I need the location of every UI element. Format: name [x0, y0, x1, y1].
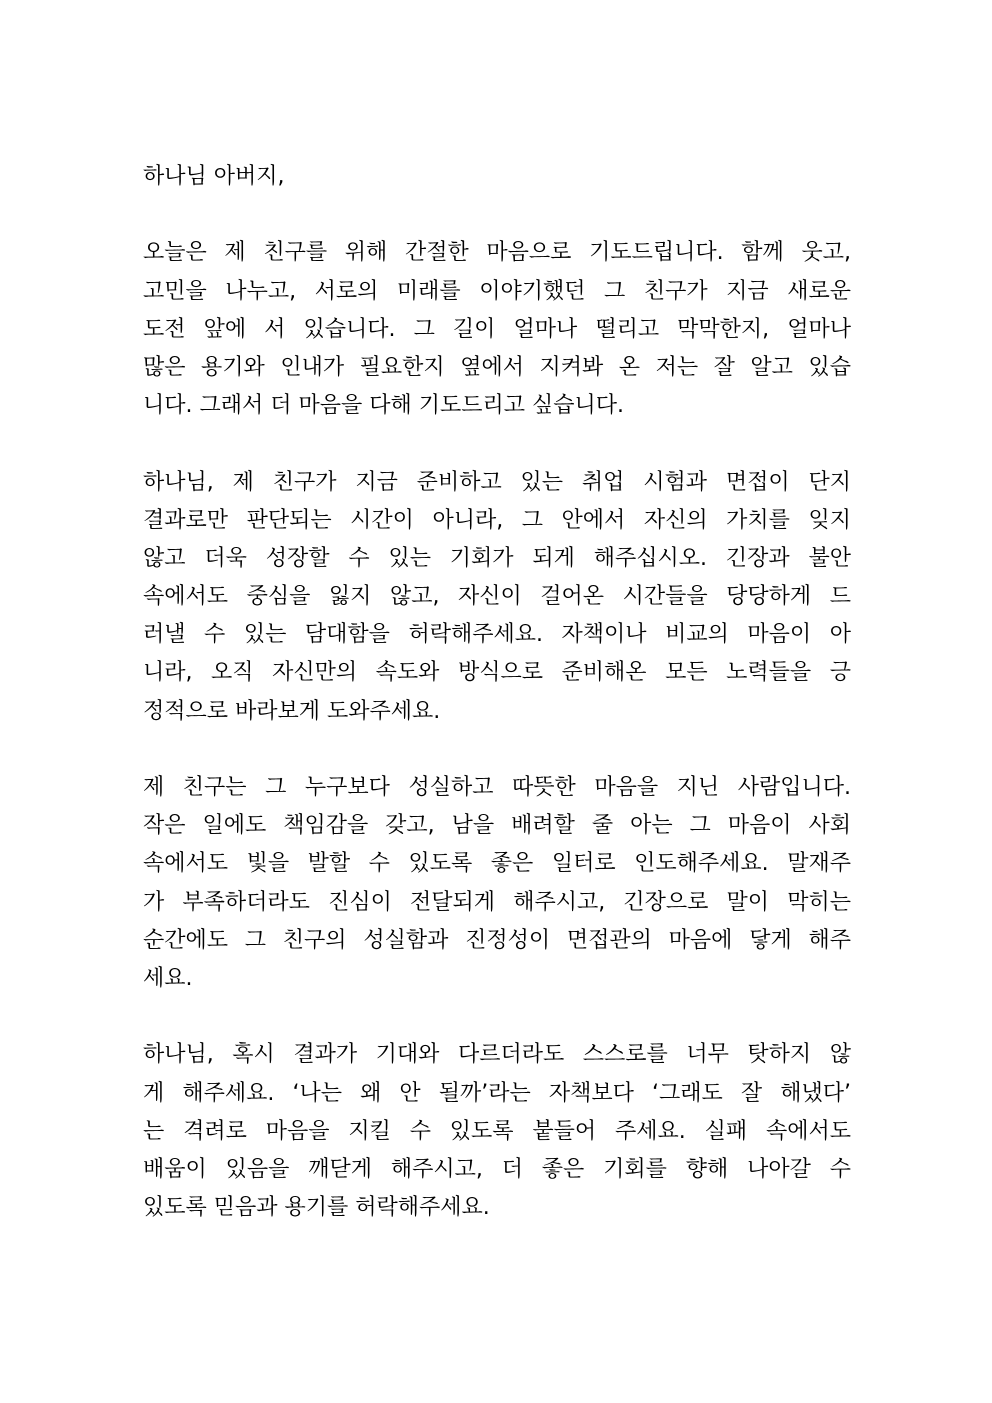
text-line: 작은 일에도 책임감을 갖고, 남을 배려할 줄 아는 그 마음이 사회: [143, 813, 851, 839]
text-line: 않고 더욱 성장할 수 있는 기회가 되게 해주십시오. 긴장과 불안: [143, 545, 851, 571]
text-line: 러낼 수 있는 담대함을 허락해주세요. 자책이나 비교의 마음이 아: [143, 622, 851, 648]
text-line: 오늘은 제 친구를 위해 간절한 마음으로 기도드립니다. 함께 웃고,: [143, 240, 851, 266]
text-line: 속에서도 중심을 잃지 않고, 자신이 걸어온 시간들을 당당하게 드: [143, 584, 851, 610]
text-line: 게 해주세요. ‘나는 왜 안 될까’라는 자책보다 ‘그래도 잘 해냈다’: [143, 1080, 851, 1106]
text-line: 배움이 있음을 깨닫게 해주시고, 더 좋은 기회를 향해 나아갈 수: [143, 1156, 851, 1182]
text-line: 정적으로 바라보게 도와주세요.: [143, 698, 441, 724]
paragraph-2: [143, 464, 851, 731]
text-line: 세요.: [143, 965, 193, 991]
text-line: 있도록 믿음과 용기를 허락해주세요.: [143, 1195, 490, 1221]
paragraph-3: [143, 769, 851, 998]
paragraph-4: [143, 1036, 851, 1227]
text-line: 도전 앞에 서 있습니다. 그 길이 얼마나 떨리고 막막한지, 얼마나: [143, 316, 851, 342]
text-line: 가 부족하더라도 진심이 전달되게 해주시고, 긴장으로 말이 막히는: [143, 889, 851, 915]
text-line: 속에서도 빛을 발할 수 있도록 좋은 일터로 인도해주세요. 말재주: [143, 851, 851, 877]
text-line: 니라, 오직 자신만의 속도와 방식으로 준비해온 모든 노력들을 긍: [143, 660, 851, 686]
text-line: 순간에도 그 친구의 성실함과 진정성이 면접관의 마음에 닿게 해주: [143, 927, 851, 953]
paragraph-spacer: [143, 731, 851, 769]
text-line: 는 격려로 마음을 지킬 수 있도록 붙들어 주세요. 실패 속에서도: [143, 1118, 851, 1144]
text-line: 결과로만 판단되는 시간이 아니라, 그 안에서 자신의 가치를 잊지: [143, 507, 851, 533]
text-line: 하나님, 제 친구가 지금 준비하고 있는 취업 시험과 면접이 단지: [143, 469, 851, 495]
text-line: 하나님, 혹시 결과가 기대와 다르더라도 스스로를 너무 탓하지 않: [143, 1042, 851, 1068]
letter-body: [143, 158, 851, 1227]
greeting: 하나님 아버지,: [143, 164, 285, 189]
text-line: 고민을 나누고, 서로의 미래를 이야기했던 그 친구가 지금 새로운: [143, 278, 851, 304]
paragraph-1: [143, 234, 851, 425]
text-line: 많은 용기와 인내가 필요한지 옆에서 지켜봐 온 저는 잘 알고 있습: [143, 354, 851, 380]
paragraph-spacer: [143, 196, 851, 234]
paragraph-spacer: [143, 998, 851, 1036]
text-line: 제 친구는 그 누구보다 성실하고 따뜻한 마음을 지닌 사람입니다.: [143, 775, 851, 800]
text-line: 니다. 그래서 더 마음을 다해 기도드리고 싶습니다.: [143, 393, 624, 419]
paragraph-spacer: [143, 425, 851, 463]
